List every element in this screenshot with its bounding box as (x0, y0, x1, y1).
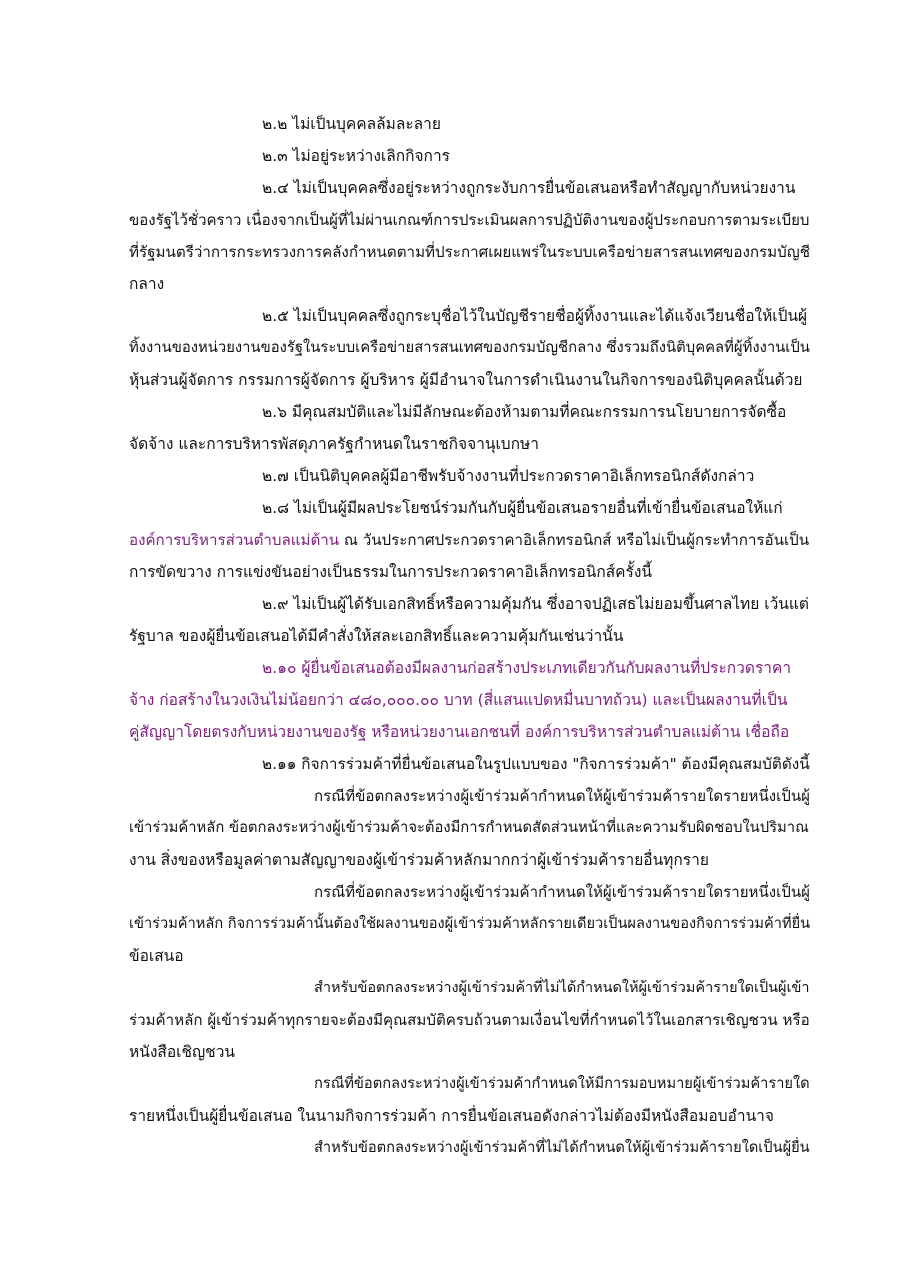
clause-2-10: ๒.๑๐ ผู้ยื่นข้อเสนอต้องมีผลงานก่อสร้างประเภทเดียวกันกับผลงานที่ประกวดราคา (262, 659, 792, 677)
paragraph-line: รายหนึ่งเป็นผู้ยื่นข้อเสนอ ในนามกิจการร่วมค้า การยื่นข้อเสนอดังกล่าวไม่ต้องมีหนังสือมอบอำนาจ (129, 1107, 774, 1125)
clause-2-8: ๒.๘ ไม่เป็นผู้มีผลประโยชน์ร่วมกันกับผู้ยื่นข้อเสนอรายอื่นที่เข้ายื่นข้อเสนอให้แก่ (262, 499, 783, 517)
clause-2-4: ๒.๔ ไม่เป็นบุคคลซึ่งอยู่ระหว่างถูกระงับการยื่นข้อเสนอหรือทำสัญญากับหน่วยงาน (262, 179, 796, 197)
clause-2-2: ๒.๒ ไม่เป็นบุคคลล้มละลาย (262, 115, 441, 133)
paragraph-line: จัดจ้าง และการบริหารพัสดุภาครัฐกำหนดในราชกิจจานุเบกษา (129, 435, 539, 453)
paragraph-line: งาน สิ่งของหรือมูลค่าตามสัญญาของผู้เข้าร่วมค้าหลักมากกว่าผู้เข้าร่วมค้ารายอื่นทุกราย (129, 851, 709, 869)
clause-2-3: ๒.๓ ไม่อยู่ระหว่างเลิกกิจการ (262, 147, 450, 165)
paragraph-line: ร่วมค้าหลัก ผู้เข้าร่วมค้าทุกรายจะต้องมีคุณสมบัติครบถ้วนตามเงื่อนไขที่กำหนดไว้ในเอกสารเชิญชวน หรือ (129, 1011, 810, 1029)
paragraph-line: การขัดขวาง การแข่งขันอย่างเป็นธรรมในการประกวดราคาอิเล็กทรอนิกส์ครั้งนี้ (129, 563, 653, 581)
clause-2-5: ๒.๕ ไม่เป็นบุคคลซึ่งถูกระบุชื่อไว้ในบัญชีรายชื่อผู้ทิ้งงานและได้แจ้งเวียนชื่อให้เป็นผู้ (262, 307, 808, 325)
clause-2-9: ๒.๙ ไม่เป็นผู้ได้รับเอกสิทธิ์หรือความคุ้มกัน ซึ่งอาจปฏิเสธไม่ยอมขึ้นศาลไทย เว้นแต่ (262, 595, 809, 613)
paragraph-line: เข้าร่วมค้าหลัก กิจการร่วมค้านั้นต้องใช้ผลงานของผู้เข้าร่วมค้าหลักรายเดียวเป็นผลงานของกิจการร่วมค้าที่ยื่น (129, 915, 811, 932)
paragraph-line: ข้อเสนอ (129, 947, 184, 965)
clause-2-7: ๒.๗ เป็นนิติบุคคลผู้มีอาชีพรับจ้างงานที่ประกวดราคาอิเล็กทรอนิกส์ดังกล่าว (262, 467, 755, 485)
paragraph-line: หุ้นส่วนผู้จัดการ กรรมการผู้จัดการ ผู้บริหาร ผู้มีอำนาจในการดำเนินงานในกิจการของนิติบุคคลนั้นด้วย (129, 371, 803, 389)
paragraph-line: เข้าร่วมค้าหลัก ข้อตกลงระหว่างผู้เข้าร่วมค้าจะต้องมีการกำหนดสัดส่วนหน้าที่และความรับผิดชอบในปริมาณ (129, 819, 809, 836)
organization-name: องค์การบริหารส่วนตำบลแม่ต้าน (129, 531, 340, 549)
paragraph-line: รัฐบาล ของผู้ยื่นข้อเสนอได้มีคำสั่งให้สละเอกสิทธิ์และความคุ้มกันเช่นว่านั้น (129, 627, 624, 645)
paragraph-line-rest: ณ วันประกาศประกวดราคาอิเล็กทรอนิกส์ หรือไม่เป็นผู้กระทำการอันเป็น (343, 531, 810, 549)
sub-paragraph-start: กรณีที่ข้อตกลงระหว่างผู้เข้าร่วมค้ากำหนดให้ผู้เข้าร่วมค้ารายใดรายหนึ่งเป็นผู้ (314, 883, 810, 901)
clause-2-6: ๒.๖ มีคุณสมบัติและไม่มีลักษณะต้องห้ามตามที่คณะกรรมการนโยบายการจัดซื้อ (262, 403, 787, 421)
clause-2-11: ๒.๑๑ กิจการร่วมค้าที่ยื่นข้อเสนอในรูปแบบของ "กิจการร่วมค้า" ต้องมีคุณสมบัติดังนี้ (262, 755, 810, 773)
paragraph-line: หนังสือเชิญชวน (129, 1043, 235, 1061)
paragraph-line: กลาง (129, 275, 165, 293)
sub-paragraph-start: สำหรับข้อตกลงระหว่างผู้เข้าร่วมค้าที่ไม่ได้กำหนดให้ผู้เข้าร่วมค้ารายใดเป็นผู้เข้า (314, 980, 810, 996)
paragraph-line: ของรัฐไว้ชั่วคราว เนื่องจากเป็นผู้ที่ไม่ผ่านเกณฑ์การประเมินผลการปฏิบัติงานของผู้ประกอบการตามระเบียบ (129, 211, 810, 229)
paragraph-line: ทิ้งงานของหน่วยงานของรัฐในระบบเครือข่ายสารสนเทศของกรมบัญชีกลาง ซึ่งรวมถึงนิติบุคคลที่ผู้ทิ้งงานเป็น (129, 339, 810, 356)
sub-paragraph-start: สำหรับข้อตกลงระหว่างผู้เข้าร่วมค้าที่ไม่ได้กำหนดให้ผู้เข้าร่วมค้ารายใดเป็นผู้ยื่น (314, 1139, 810, 1156)
paragraph-line-highlight: คู่สัญญาโดยตรงกับหน่วยงานของรัฐ หรือหน่วยงานเอกชนที่ องค์การบริหารส่วนตำบลแม่ต้าน เชื่อถือ (129, 723, 790, 741)
paragraph-line-with-organization (129, 529, 809, 551)
paragraph-line: ที่รัฐมนตรีว่าการกระทรวงการคลังกำหนดตามที่ประกาศเผยแพร่ในระบบเครือข่ายสารสนเทศของกรมบัญชี (129, 243, 810, 261)
paragraph-line-highlight: จ้าง ก่อสร้างในวงเงินไม่น้อยกว่า ๔๘๐,๐๐๐.๐๐ บาท (สี่แสนแปดหมื่นบาทถ้วน) และเป็นผลงานที่เป็น (129, 691, 788, 709)
sub-paragraph-start: กรณีที่ข้อตกลงระหว่างผู้เข้าร่วมค้ากำหนดให้มีการมอบหมายผู้เข้าร่วมค้ารายใด (314, 1075, 810, 1092)
sub-paragraph-start: กรณีที่ข้อตกลงระหว่างผู้เข้าร่วมค้ากำหนดให้ผู้เข้าร่วมค้ารายใดรายหนึ่งเป็นผู้ (314, 787, 810, 805)
